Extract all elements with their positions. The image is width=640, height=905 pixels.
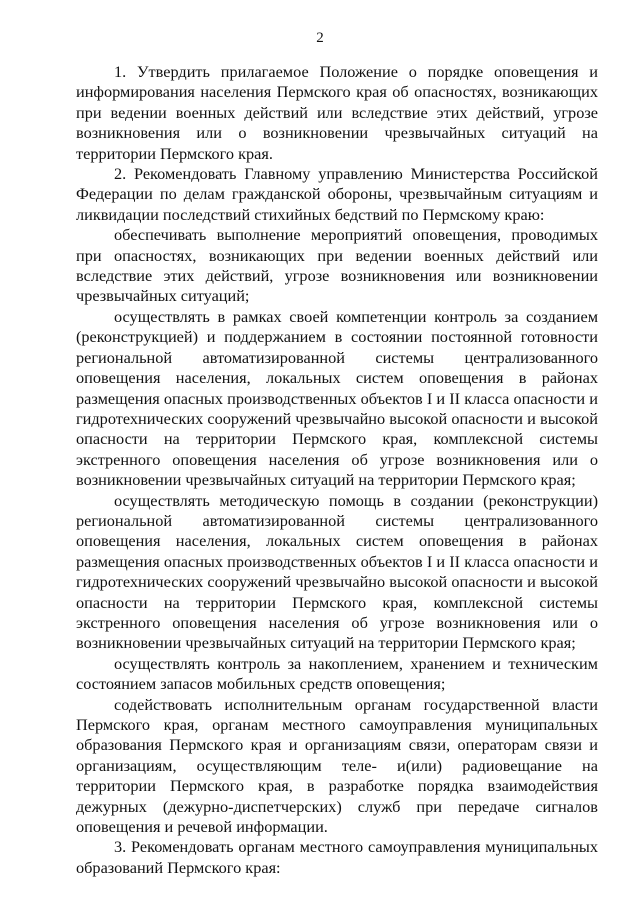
paragraph-item-3: 3. Рекомендовать органам местного самоуправления муниципальных образований Пермского края:	[76, 837, 598, 877]
paragraph-item-1: 1. Утвердить прилагаемое Положение о порядке оповещения и информирования населения Пермского края об опасностях, возникающих при ведении военных действий или вследствие этих действий, угрозе возникновения или о возникновении чрезвычайных ситуаций на территории Пермского края.	[76, 62, 598, 163]
paragraph-assist-authorities: содействовать исполнительным органам государственной власти Пермского края, органам местного самоуправления муниципальных образования Пермского края и организациям связи, операторам связи и организациям, осуществляющим теле- и(или) радиовещание на территории Пермского края, в разработке порядка взаимодействия дежурных (дежурно-диспетчерских) служб при передаче сигналов оповещения и речевой информации.	[76, 694, 598, 837]
page-number: 2	[316, 30, 324, 46]
paragraph-control-creation: осуществлять в рамках своей компетенции контроль за созданием (реконструкцией) и поддержанием в состоянии постоянной готовности региональной автоматизированной системы централизованного оповещения населения, локальных систем оповещения в районах размещения опасных производственных объектов I и II класса опасности и гидротехнических сооружений чрезвычайно высокой опасности и высокой опасности на территории Пермского края, комплексной системы экстренного оповещения населения об угрозе возникновения или о возникновении чрезвычайных ситуаций на территории Пермского края;	[76, 306, 598, 490]
paragraph-item-2: 2. Рекомендовать Главному управлению Министерства Российской Федерации по делам гражданской обороны, чрезвычайным ситуациям и ликвидации последствий стихийных бедствий по Пермскому краю:	[76, 164, 598, 224]
paragraph-provide-notification: обеспечивать выполнение мероприятий оповещения, проводимых при опасностях, возникающих при ведении военных действий или вследствие этих действий, угрозе возникновения или возникновении чрезвычайных ситуаций;	[76, 225, 598, 306]
paragraph-control-reserves: осуществлять контроль за накоплением, хранением и техническим состоянием запасов мобильных средств оповещения;	[76, 653, 598, 694]
document-body	[76, 62, 598, 878]
paragraph-methodical-help: осуществлять методическую помощь в создании (реконструкции) региональной автоматизированной системы централизованного оповещения населения, локальных систем оповещения в районах размещения опасных производственных объектов I и II класса опасности и гидротехнических сооружений чрезвычайно высокой опасности и высокой опасности на территории Пермского края, комплексной системы экстренного оповещения населения об угрозе возникновения или о возникновении чрезвычайных ситуаций на территории Пермского края;	[76, 490, 598, 653]
